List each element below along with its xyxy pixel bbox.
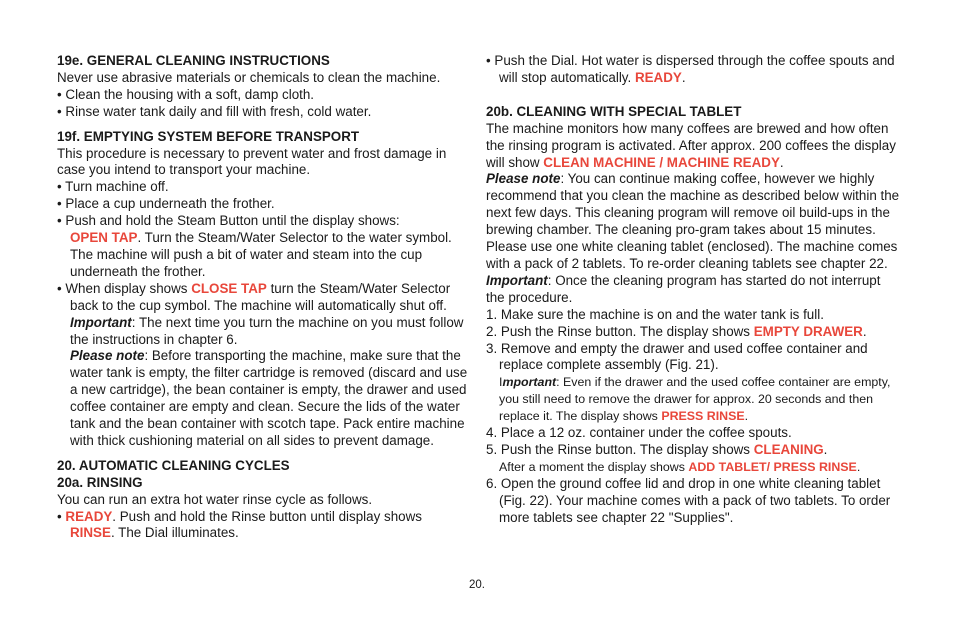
section-19f-note: [57, 348, 472, 449]
important-text: : The next time you turn the machine on you must follow the instructions in chapter 6.: [70, 314, 464, 347]
push-dial-text: • Push the Dial. Hot water is dispersed through the coffee spouts and will stop automatically.: [486, 53, 895, 85]
section-19e-bullet-2: • Rinse water tank daily and fill with fresh, cold water.: [57, 103, 372, 119]
display-ready: READY: [65, 508, 113, 524]
display-open-tap: OPEN TAP: [70, 230, 138, 246]
important-text: : Even if the drawer and the used coffee container are empty, you still need to remove the drawer for approx. 20 seconds and then replace it. The display shows: [499, 375, 891, 424]
ready-text: . Push and hold the Rinse button until display shows: [112, 508, 422, 524]
section-19f-title: 19f. EMPTYING SYSTEM BEFORE TRANSPORT: [57, 128, 360, 144]
section-19f-bullet-3: • Push and hold the Steam Button until the display shows:: [57, 213, 400, 229]
display-close-tap: CLOSE TAP: [191, 280, 267, 296]
section-19f-bullet-2: • Place a cup underneath the frother.: [57, 196, 275, 212]
section-19e-title: 19e. GENERAL CLEANING INSTRUCTIONS: [57, 53, 330, 68]
section-20a-title: 20a. RINSING: [57, 474, 143, 490]
display-press-rinse: PRESS RINSE: [661, 409, 745, 424]
section-20b-important: [486, 273, 901, 307]
display-rinse: RINSE: [70, 525, 111, 541]
section-20a-intro: You can run an extra hot water rinse cycle as follows.: [57, 491, 373, 507]
intro-end: .: [779, 154, 784, 170]
step-5-sub-end: .: [856, 459, 861, 474]
important-initial: I: [499, 375, 503, 390]
section-19e-bullet-1: • Clean the housing with a soft, damp cloth.: [57, 86, 315, 102]
step-2: [486, 324, 901, 341]
bullet-4-prefix: • When display shows: [57, 280, 192, 296]
please-note-label: Please note: [486, 171, 561, 187]
rinse-text: . The Dial illuminates.: [110, 525, 239, 541]
section-20-title: 20. AUTOMATIC CLEANING CYCLES: [57, 457, 290, 473]
section-20b-note: [486, 171, 901, 272]
please-note-label: Please note: [70, 348, 145, 364]
please-note-text: : Before transporting the machine, make sure that the water tank is empty, the filter cartridge is removed (discard and use a new cartridge), the bean container is empty, the drawer and used coffee container are empty and clean. Secure the lids of the water tank and the bean container with scotch tape. Pack entire machine with thick cushioning material on all sides to prevent damage.: [70, 348, 468, 448]
section-19f-intro: This procedure is necessary to prevent water and frost damage in case you intend to transport your machine.: [57, 145, 447, 178]
important-label: Important: [486, 272, 548, 288]
important-label: Important: [70, 314, 132, 330]
important-label: mportant: [502, 375, 557, 390]
push-dial-end: .: [681, 69, 686, 85]
left-column: [57, 53, 472, 542]
step-5-sub: [486, 459, 901, 476]
please-note-text: : You can continue making coffee, however we highly recommend that you clean the machine as described below within the next few days. This cleaning program will remove oil build-ups in the brewing chamber. The cleaning pro-gram takes about 15 minutes. Please use one white cleaning tablet (enclosed). The machine comes with a pack of 2 tablets. To re-order cleaning tablets see chapter 22.: [486, 171, 900, 271]
step-2-text: 2. Push the Rinse button. The display shows: [486, 323, 754, 339]
section-20b-intro: [486, 121, 901, 172]
step-1: 1. Make sure the machine is on and the water tank is full.: [486, 306, 824, 322]
step-2-end: .: [862, 323, 867, 339]
display-cleaning: CLEANING: [753, 441, 824, 457]
step-3-end: .: [744, 409, 749, 424]
step-6: 6. Open the ground coffee lid and drop in one white cleaning tablet (Fig. 22). Your machine comes with a pack of two tablets. To order more tablets see chapter 22 "Supplies".: [486, 475, 891, 525]
step-5-text: 5. Push the Rinse button. The display shows: [486, 441, 754, 457]
close-tap-text: turn the Steam/Water Selector back to the cup symbol. The machine will automatically shut off.: [70, 280, 451, 313]
section-19f-bullet-1: • Turn machine off.: [57, 179, 169, 195]
bullet-marker: •: [57, 508, 66, 524]
section-20b-title: 20b. CLEANING WITH SPECIAL TABLET: [486, 103, 742, 119]
section-19f-bullet-3-cont: [57, 230, 472, 281]
section-19f-bullet-4: [57, 281, 472, 315]
step-3-important: [486, 374, 901, 425]
step-3: 3. Remove and empty the drawer and used coffee container and replace complete assembly (Fig. 21).: [486, 340, 868, 373]
important-text: : Once the cleaning program has started do not interrupt the procedure.: [486, 272, 881, 305]
section-19e-intro: Never use abrasive materials or chemicals to clean the machine.: [57, 69, 441, 85]
step-4: 4. Place a 12 oz. container under the coffee spouts.: [486, 425, 792, 441]
section-19f-important: [57, 315, 472, 349]
push-dial-bullet: [486, 53, 901, 87]
display-add-tablet: ADD TABLET/ PRESS RINSE: [688, 459, 857, 474]
step-5-end: .: [823, 441, 828, 457]
step-5: [486, 442, 901, 459]
display-empty-drawer: EMPTY DRAWER: [753, 323, 863, 339]
intro-text: The machine monitors how many coffees are brewed and how often the rinsing program is activated. After approx. 200 coffees the display will show: [486, 120, 896, 170]
right-column: [486, 53, 901, 526]
display-clean-machine: CLEAN MACHINE / MACHINE READY: [543, 154, 780, 170]
display-ready: READY: [634, 69, 682, 85]
page-number: 20.: [469, 579, 485, 591]
open-tap-text: . Turn the Steam/Water Selector to the water symbol. The machine will push a bit of water and steam into the cup underneath the frother.: [70, 230, 452, 279]
step-5-sub-text: After a moment the display shows: [499, 459, 689, 474]
section-20a-bullet-1: [57, 509, 472, 543]
